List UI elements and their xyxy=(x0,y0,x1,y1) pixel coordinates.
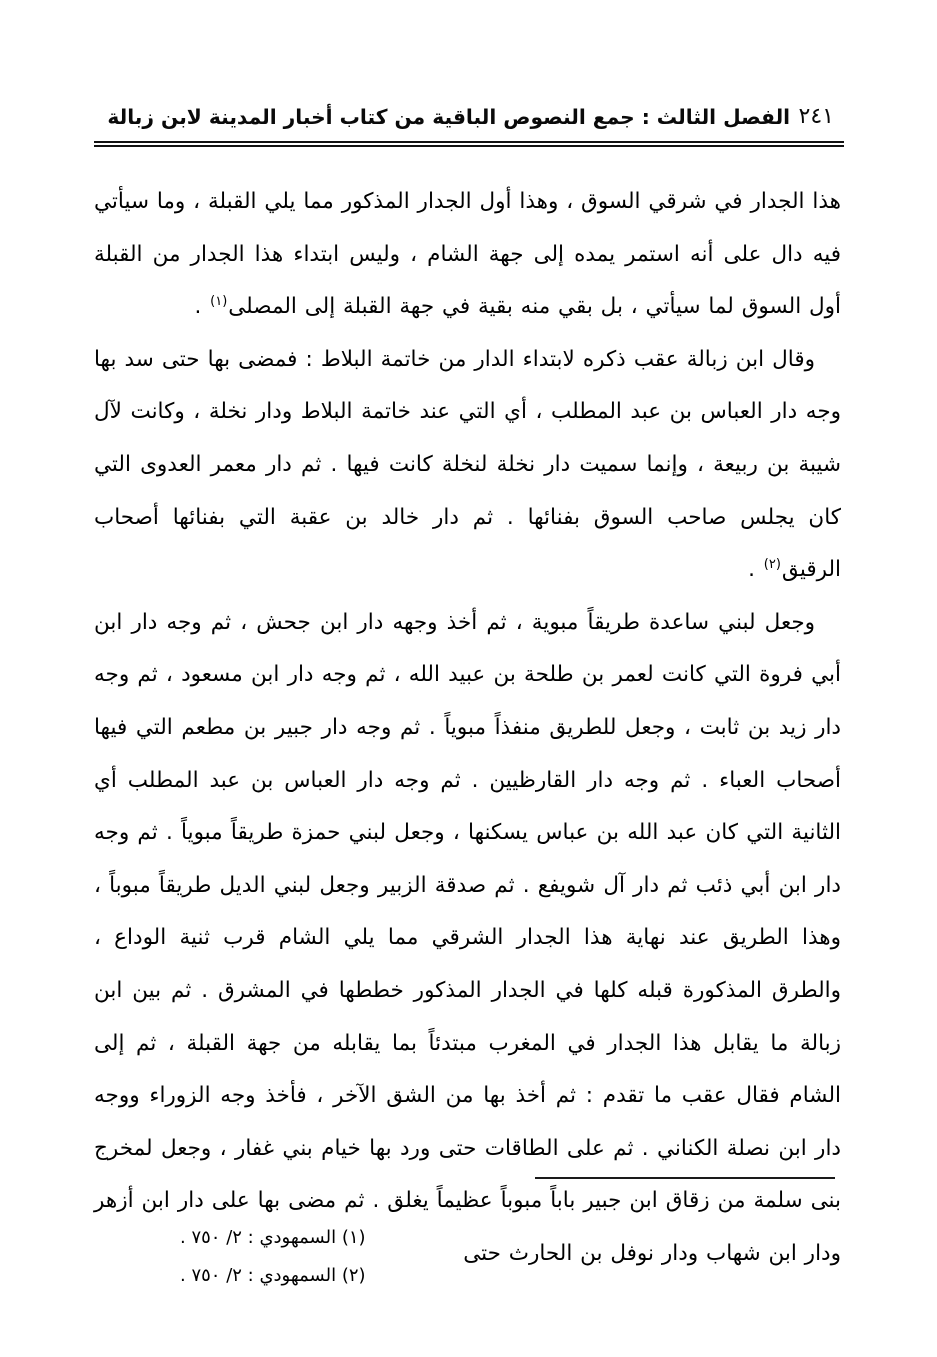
paragraph-1-tail: . xyxy=(194,294,210,320)
paragraph-1 xyxy=(94,176,841,334)
footnote-item-1: (١) السمهودي : ٢/ ٧٥٠ . xyxy=(180,1227,366,1248)
header-double-rule xyxy=(94,141,844,147)
running-head-title: الفصل الثالث : جمع النصوص الباقية من كتاب أخبار المدينة لابن زبالة xyxy=(107,104,791,129)
header-rule-lower xyxy=(94,145,844,147)
paragraph-2-text: وقال ابن زبالة عقب ذكره لابتداء الدار من خاتمة البلاط : فمضى بها حتى سد بها وجه دار العباس بن عبد المطلب ، أي التي عند خاتمة البلاط ودار نخلة ، وكانت لآل شيبة بن ربيعة ، وإنما سميت دار نخلة لنخلة كانت فيها . ثم دار معمر العدوى التي كان يجلس صاحب السوق بفنائها . ثم دار خالد بن عقبة التي بفنائها أصحاب الرقيق xyxy=(94,346,841,583)
body-text-column xyxy=(94,176,841,1280)
footnote-area xyxy=(94,1219,841,1295)
paragraph-1-text: هذا الجدار في شرقي السوق ، وهذا أول الجدار المذكور مما يلي القبلة ، وما سيأتي فيه دال على أنه استمر يمده إلى جهة الشام ، وليس ابتداء هذا الجدار من القبلة أول السوق لما سيأتي ، بل بقي منه بقية في جهة القبلة إلى المصلى xyxy=(94,189,841,320)
page-number: ٢٤١ xyxy=(798,104,834,129)
running-head xyxy=(97,100,840,134)
paragraph-3-text: وجعل لبني ساعدة طريقاً مبوية ، ثم أخذ وجهه دار ابن جحش ، ثم وجه دار ابن أبي فروة التي كانت لعمر بن طلحة بن عبيد الله ، ثم وجه دار ابن مسعود ، ثم وجه دار زيد بن ثابت ، وجعل للطريق منفذاً مبوياً . ثم وجه دار جبير بن مطعم التي فيها أصحاب العباء . ثم وجه دار القارظيين . ثم وجه دار العباس بن عبد المطلب أي الثانية التي كان عبد الله بن عباس يسكنها ، وجعل لبني حمزة طريقاً مبوياً . ثم وجه دار ابن أبي ذئب ثم دار آل شويفع . ثم صدقة الزبير وجعل لبني الديل طريقاً مبوباً ، وهذا الطريق عند نهاية هذا الجدار الشرقي مما يلي الشام قرب ثنية الوداع ، والطرق المذكورة قبله كلها في الجدار المذكور خططها في المشرق . ثم بين ابن زبالة ما يقابل هذا الجدار في المغرب مبتدئاً بما يقابله من جهة القبلة ، ثم إلى الشام فقال عقب ما تقدم : ثم أخذ بها من الشق الآخر ، فأخذ وجه الزوراء ووجه دار ابن نصلة الكناني . ثم على الطاقات حتى ورد بها خيام بني غفار ، وجعل لمخرج بنى سلمة من زقاق ابن جبير باباً مبوباً عظيماً يغلق . ثم مضى بها على دار ابن أزهر ودار ابن شهاب ودار نوفل بن الحارث حتى xyxy=(94,609,841,1266)
footnote-separator-rule xyxy=(535,1177,835,1179)
footnote-item-2: (٢) السمهودي : ٢/ ٧٥٠ . xyxy=(180,1265,366,1286)
footnote-marker-2[interactable]: (٢) xyxy=(763,557,781,572)
paragraph-2 xyxy=(94,334,841,597)
footnote-marker-1[interactable]: (١) xyxy=(210,294,228,310)
header-rule-upper xyxy=(94,141,844,143)
paragraph-2-tail: . xyxy=(748,557,763,583)
